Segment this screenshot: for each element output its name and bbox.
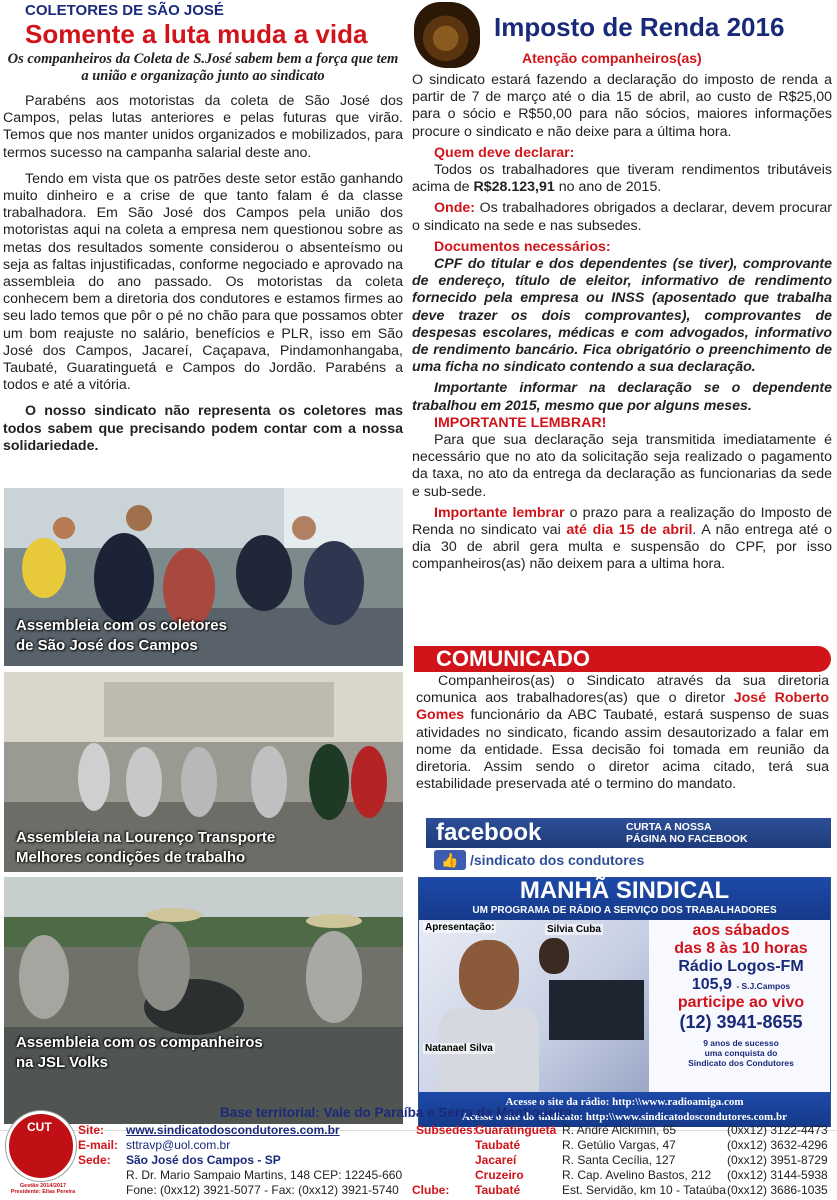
subsede-phone-5: (0xx12) 3686-1035	[727, 1183, 828, 1197]
ir-who-label: Quem deve declarar:	[434, 144, 575, 161]
comunicado-text-a: Companheiros(as) o Sindicato através da sua diretoria comunica aos trabalhadores(as) que o diretor	[416, 673, 829, 707]
ir-where	[412, 200, 832, 234]
footer-subsedes-label: Subsedes:	[416, 1123, 477, 1137]
subsede-addr-1: R. André Alckimin, 65	[562, 1123, 677, 1137]
footer-sede: São José dos Campos - SP	[126, 1153, 281, 1167]
subsede-addr-4: R. Cap. Avelino Bastos, 212	[562, 1168, 712, 1182]
facebook-bottom	[426, 848, 831, 872]
photo-assembleia-coletores	[4, 488, 403, 666]
ir-header	[412, 0, 832, 72]
radio-host-2: Natanael Silva	[425, 1043, 493, 1054]
ir-remember2-label: Importante lembrar	[434, 504, 565, 521]
comunicado-title: COMUNICADO	[436, 646, 590, 671]
ir-who-text-a: Todos os trabalhadores que tiveram rendimentos tributáveis acima de	[412, 162, 832, 196]
radio-phone: (12) 3941-8655	[679, 1012, 803, 1032]
radio-frequency: 105,9	[691, 976, 732, 993]
ir-dependent-text: Importante informar na declaração se o dependente trabalhou em 2015, mesmo que por alguns meses.	[412, 380, 832, 414]
ir-remember2-deadline: até dia 15 de abril	[566, 522, 693, 539]
subsede-phone-3: (0xx12) 3951-8729	[727, 1153, 828, 1167]
subsede-addr-5: Est. Servidão, km 10 - Tataúba	[562, 1183, 726, 1197]
left-article	[3, 93, 403, 455]
subsede-addr-2: R. Getúlio Vargas, 47	[562, 1138, 676, 1152]
radio-host-1: Silvia Cuba	[547, 924, 601, 935]
comunicado-bar	[414, 646, 831, 672]
subsede-phone-1: (0xx12) 3122-4473	[727, 1123, 828, 1137]
ir-where-text: Os trabalhadores obrigados a declarar, devem procurar o sindicato na sede e nas subsedes.	[412, 200, 832, 234]
radio-ad	[418, 877, 831, 1127]
ir-remember2	[412, 505, 832, 574]
ir-attention: Atenção companheiros(as)	[522, 50, 702, 66]
footer-phones: Fone: (0xx12) 3921-5077 - Fax: (0xx12) 3921-5740	[126, 1183, 399, 1197]
sindicato-site-link[interactable]: Acesse o site do sindicato: http:\\www.sindicatodoscondutores.com.br	[462, 1111, 787, 1123]
radio-studio-photo	[419, 920, 649, 1092]
article-paragraph-1: Parabéns aos motoristas da coleta de São José dos Campos, pelas lutas anteriores e pelas futuras que virão. Temos que nos manter unidos organizados e mobilizados, para termos sucesso na campanha salarial deste ano.	[3, 93, 403, 161]
footer-sede-label: Sede:	[78, 1153, 111, 1167]
radio-day: aos sábados	[692, 922, 790, 939]
radio-header	[419, 878, 830, 920]
ir-docs-label: Documentos necessários:	[434, 238, 611, 255]
radio-success-1: 9 anos de sucesso	[703, 1038, 779, 1048]
photo-caption-3-line-2: na JSL Volks	[16, 1054, 108, 1071]
ir-docs-text: CPF do titular e dos dependentes (se tiver), comprovante de endereço, título de eleitor, informativo de rendimento fornecido pela empresa ou INSS (aposentado que trabalha deve trazer os dois comprovantes), comprovantes de despesas escolares, médicas e com advogados, informativo de rendimento bancário. Fica obrigatório o preenchimento de uma ficha no sindicato contendo a sua declaração.	[412, 256, 832, 376]
ir-remember2-text-a: o prazo para a realização do Imposto de Renda no sindicato vai	[412, 504, 832, 539]
subsede-city-1: Guaratinguetá	[475, 1123, 557, 1137]
ir-who-amount: R$28.123,91	[473, 179, 555, 196]
studio-desk	[549, 980, 644, 1040]
headline: Somente a luta muda a vida	[25, 19, 368, 49]
photo-caption-3-line-1: Assembleia com os companheiros	[16, 1034, 263, 1051]
radio-subtitle: UM PROGRAMA DE RÁDIO A SERVIÇO DOS TRABALHADORES	[472, 905, 777, 916]
subsede-city-4: Cruzeiro	[475, 1168, 524, 1182]
facebook-logo: facebook	[436, 819, 542, 846]
radio-time: das 8 às 10 horas	[674, 940, 808, 957]
ir-where-label: Onde:	[434, 200, 475, 217]
facebook-cta-line-1: CURTA A NOSSA	[626, 821, 712, 833]
ir-who-text-b: no ano de 2015.	[554, 179, 662, 196]
subsede-city-2: Taubaté	[475, 1138, 521, 1152]
left-column	[3, 2, 403, 455]
ir-article	[412, 72, 832, 574]
photo-caption-2	[16, 828, 275, 868]
section-kicker: COLETORES DE SÃO JOSÉ	[25, 2, 224, 19]
facebook-cta-line-2: PÁGINA NO FACEBOOK	[626, 833, 748, 845]
host-silvia-photo	[539, 938, 569, 974]
ir-remember2-text-b: . A não entrega até o dia 30 de abril gera multa e suspensão do CPF, por isso companheiros(as) não deixem para a ultima hora.	[412, 522, 832, 573]
radio-site-link[interactable]: Acesse o site da rádio: http:\\www.radioamiga.com	[505, 1096, 744, 1108]
facebook-banner[interactable]	[426, 818, 831, 874]
radio-station: Rádio Logos-FM	[678, 958, 804, 975]
photo-caption-1-line-2: de São José dos Campos	[16, 637, 198, 654]
host-natanael-photo	[459, 940, 519, 1010]
facebook-cta	[626, 821, 748, 845]
radio-frequency-line	[651, 976, 831, 994]
lion-icon	[414, 2, 480, 68]
comunicado-text-b: funcionário da ABC Taubaté, estará suspenso de suas atividades no sindicato, ficando assim desautorizado a falar em nome da entidade. Essa decisão foi tomada em reunião da diretoria. Assim sendo o diretor acima citado, terá sua estabilidade preservada até o termino do mandato.	[416, 707, 829, 793]
footer-clube-label: Clube:	[412, 1183, 450, 1197]
comunicado-paragraph	[416, 673, 829, 793]
footer-site-link[interactable]: www.sindicatodoscondutores.com.br	[126, 1123, 340, 1137]
subsede-addr-3: R. Santa Cecília, 127	[562, 1153, 676, 1167]
comunicado-name: José Roberto Gomes	[416, 690, 829, 724]
photo-jsl-image	[4, 877, 403, 1124]
radio-success-2: uma conquista do	[704, 1048, 778, 1058]
photo-caption-2-line-2: Melhores condições de trabalho	[16, 849, 246, 866]
like-thumb-icon: 👍	[434, 850, 466, 870]
photo-caption-3	[16, 1033, 263, 1073]
cut-logo-icon	[6, 1111, 76, 1181]
photo-caption-1-line-1: Assembleia com os coletores	[16, 617, 227, 634]
photo-caption-1	[16, 616, 227, 656]
radio-city: - S.J.Campos	[736, 981, 791, 991]
radio-call-to-action: participe ao vivo	[677, 994, 805, 1011]
right-column	[412, 0, 832, 574]
ir-remember-text: Para que sua declaração seja transmitida imediatamente é necessário que no ato da solicitação seja realizado o pagamento da taxa, no ato da entrega da declaração as funcionarias da sede e sub-sede.	[412, 432, 832, 500]
radio-title: MANHÃ SINDICAL	[519, 877, 730, 904]
photo-assembleia-lourenco	[4, 672, 403, 872]
facebook-top	[426, 818, 831, 848]
photo-assembleia-jsl	[4, 877, 403, 1124]
facebook-handle[interactable]: /sindicato dos condutores	[470, 852, 645, 868]
footer-email-label: E-mail:	[78, 1138, 119, 1152]
radio-body	[419, 920, 830, 1092]
photo-caption-2-line-1: Assembleia na Lourenço Transporte	[16, 829, 276, 846]
subsede-phone-4: (0xx12) 3144-5938	[727, 1168, 828, 1182]
deck: Os companheiros da Coleta de S.José sabem bem a força que tem a união e organização junto ao sindicato	[7, 51, 399, 84]
article-paragraph-2: Tendo em vista que os patrões deste setor estão ganhando muito dinheiro e a crise de que tanto falam é da classe trabalhadora. Em São José dos Campos pela união dos motoristas aqui na coleta a empresa nem questionou sobre as metas dos resultados somente considerou o absenteísmo ou seja as faltas injustificadas, conforme negociado e aprovado na assembleia do ano passado. Os motoristas da coleta conhecem bem a diretoria dos condutores e estamos firmes ao seu lado temos que pôr o pé no chão para que possamos obter um bom reajuste no salário, benefícios e PLR, isso em São José dos Campos, Jacareí, Caçapava, Pindamonhangaba, Taubaté, Guaratinguetá e Campos do Jordão. Parabéns a todos e até a vitória.	[3, 170, 403, 394]
ir-title: Imposto de Renda 2016	[494, 12, 785, 42]
ir-who-text	[412, 162, 832, 196]
subsede-city-3: Jacareí	[475, 1153, 517, 1167]
ir-intro: O sindicato estará fazendo a declaração do imposto de renda a partir de 7 de março até o dia 15 de abril, ao custo de R$25,00 para o sócio e R$50,00 para não sócios, maiores informações procure o sindicato e não deixe para a última hora.	[412, 72, 832, 140]
subsede-phone-2: (0xx12) 3632-4296	[727, 1138, 828, 1152]
subsede-city-5: Taubaté	[475, 1183, 521, 1197]
article-paragraph-3: O nosso sindicato não representa os coletores mas todos sabem que precisando podem contar com a nossa solidariedade.	[3, 403, 403, 454]
footer-base-territorial: Base territorial: Vale do Paraíba e Serra da Mantiqueira	[220, 1105, 572, 1120]
radio-info	[651, 922, 831, 1068]
comunicado-text	[416, 673, 829, 793]
footer-address: R. Dr. Mario Sampaio Martins, 148 CEP: 12245-660	[126, 1168, 403, 1182]
radio-success-3: Sindicato dos Condutores	[688, 1058, 794, 1068]
footer-cnt-note: Gestão 2014/2017 Presidente: Elias Pereira	[10, 1183, 76, 1195]
ir-remember-label: IMPORTANTE LEMBRAR!	[434, 414, 607, 431]
footer-site-label: Site:	[78, 1123, 105, 1137]
radio-presentation-label: Apresentação:	[425, 922, 495, 933]
footer-email-link[interactable]: sttravp@uol.com.br	[126, 1138, 231, 1152]
